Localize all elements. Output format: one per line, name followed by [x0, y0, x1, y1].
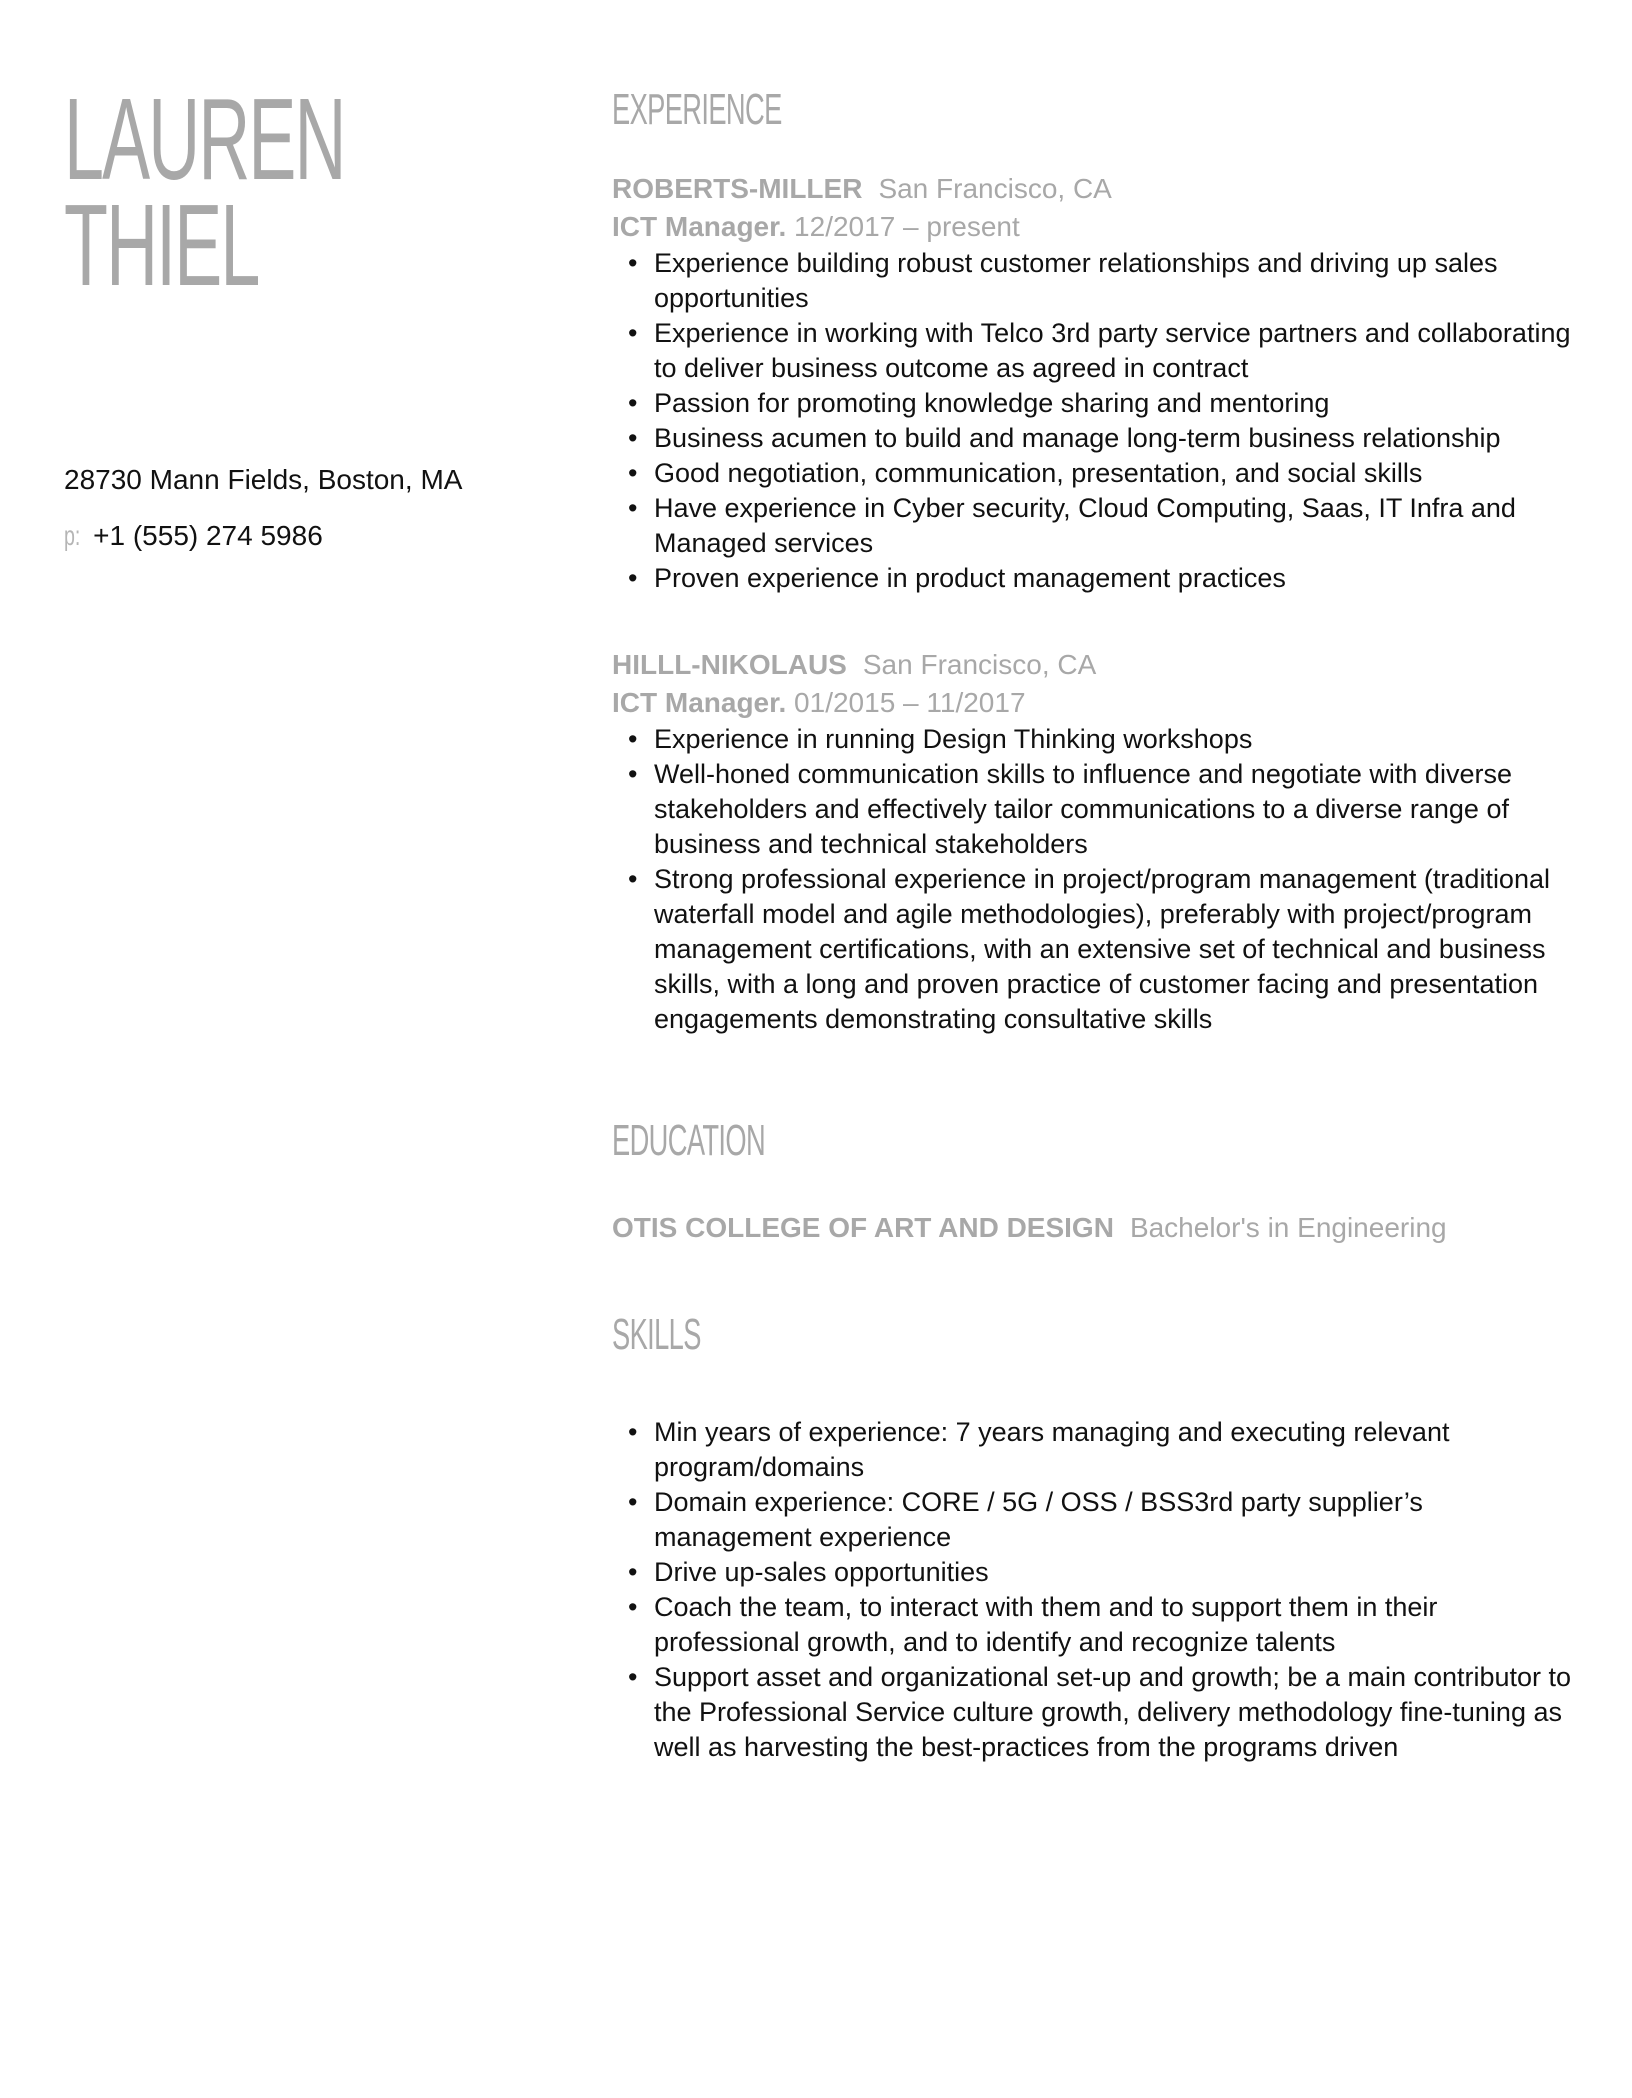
- sidebar: [64, 74, 564, 310]
- list-item: • Experience in working with Telco 3rd party service partners and collaborating to deliver business outcome as agreed in contract: [654, 316, 1572, 386]
- job-role: ICT Manager.: [612, 211, 787, 242]
- skills-section: [612, 1311, 1572, 1765]
- list-item: • Experience building robust customer relationships and driving up sales opportunities: [654, 246, 1572, 316]
- education-section: [612, 1117, 1572, 1247]
- job-location: San Francisco, CA: [878, 173, 1112, 204]
- experience-section: [612, 86, 1572, 1037]
- job-entry: [612, 646, 1572, 1037]
- job-dates: 01/2015 – 11/2017: [794, 687, 1026, 718]
- list-item: • Well-honed communication skills to influence and negotiate with diverse stakeholders and effectively tailor communications to a diverse range of business and technical stakeholders: [654, 757, 1572, 862]
- list-item: • Support asset and organizational set-up and growth; be a main contributor to the Professional Service culture growth, delivery methodology fine-tuning as well as harvesting the best-practices from the programs driven: [654, 1660, 1572, 1765]
- company-name: ROBERTS-MILLER: [612, 173, 863, 204]
- list-item: • Good negotiation, communication, presentation, and social skills: [654, 456, 1572, 491]
- list-item: • Coach the team, to interact with them and to support them in their professional growth, and to identify and recognize talents: [654, 1590, 1572, 1660]
- company-name: HILLL-NIKOLAUS: [612, 649, 847, 680]
- phone-label: p:: [64, 520, 81, 551]
- list-item: • Proven experience in product management practices: [654, 561, 1572, 596]
- first-name: LAUREN: [64, 74, 345, 204]
- school-name: OTIS COLLEGE OF ART AND DESIGN: [612, 1212, 1114, 1243]
- skills-list: [612, 1415, 1572, 1765]
- education-title: EDUCATION: [612, 1116, 766, 1165]
- list-item: • Business acumen to build and manage long-term business relationship: [654, 421, 1572, 456]
- job-role: ICT Manager.: [612, 687, 787, 718]
- job-header: [612, 646, 1572, 684]
- last-name: THIEL: [64, 180, 259, 310]
- skills-title: SKILLS: [612, 1310, 701, 1359]
- education-entry: [612, 1209, 1572, 1247]
- address: 28730 Mann Fields, Boston, MA: [64, 464, 463, 495]
- list-item: • Passion for promoting knowledge sharing and mentoring: [654, 386, 1572, 421]
- list-item: • Min years of experience: 7 years managing and executing relevant program/domains: [654, 1415, 1572, 1485]
- main-content: [612, 86, 1572, 1765]
- list-item: • Have experience in Cyber security, Cloud Computing, Saas, IT Infra and Managed services: [654, 491, 1572, 561]
- job-bullets: [612, 722, 1572, 1037]
- job-role-line: [612, 684, 1572, 722]
- job-role-line: [612, 208, 1572, 246]
- list-item: • Strong professional experience in project/program management (traditional waterfall model and agile methodologies), preferably with project/program management certifications, with an extensive set of technical and business skills, with a long and proven practice of customer facing and presentation engagements demonstrating consultative skills: [654, 862, 1572, 1037]
- degree: Bachelor's in Engineering: [1129, 1212, 1447, 1243]
- job-bullets: [612, 246, 1572, 596]
- list-item: • Experience in running Design Thinking workshops: [654, 722, 1572, 757]
- phone-number: +1 (555) 274 5986: [93, 520, 323, 551]
- phone-line: [64, 520, 323, 552]
- experience-title: EXPERIENCE: [612, 85, 782, 134]
- job-location: San Francisco, CA: [862, 649, 1097, 680]
- job-header: [612, 170, 1572, 208]
- list-item: • Domain experience: CORE / 5G / OSS / BSS3rd party supplier’s management experience: [654, 1485, 1572, 1555]
- job-entry: [612, 170, 1572, 596]
- job-dates: 12/2017 – present: [794, 211, 1020, 242]
- list-item: • Drive up-sales opportunities: [654, 1555, 1572, 1590]
